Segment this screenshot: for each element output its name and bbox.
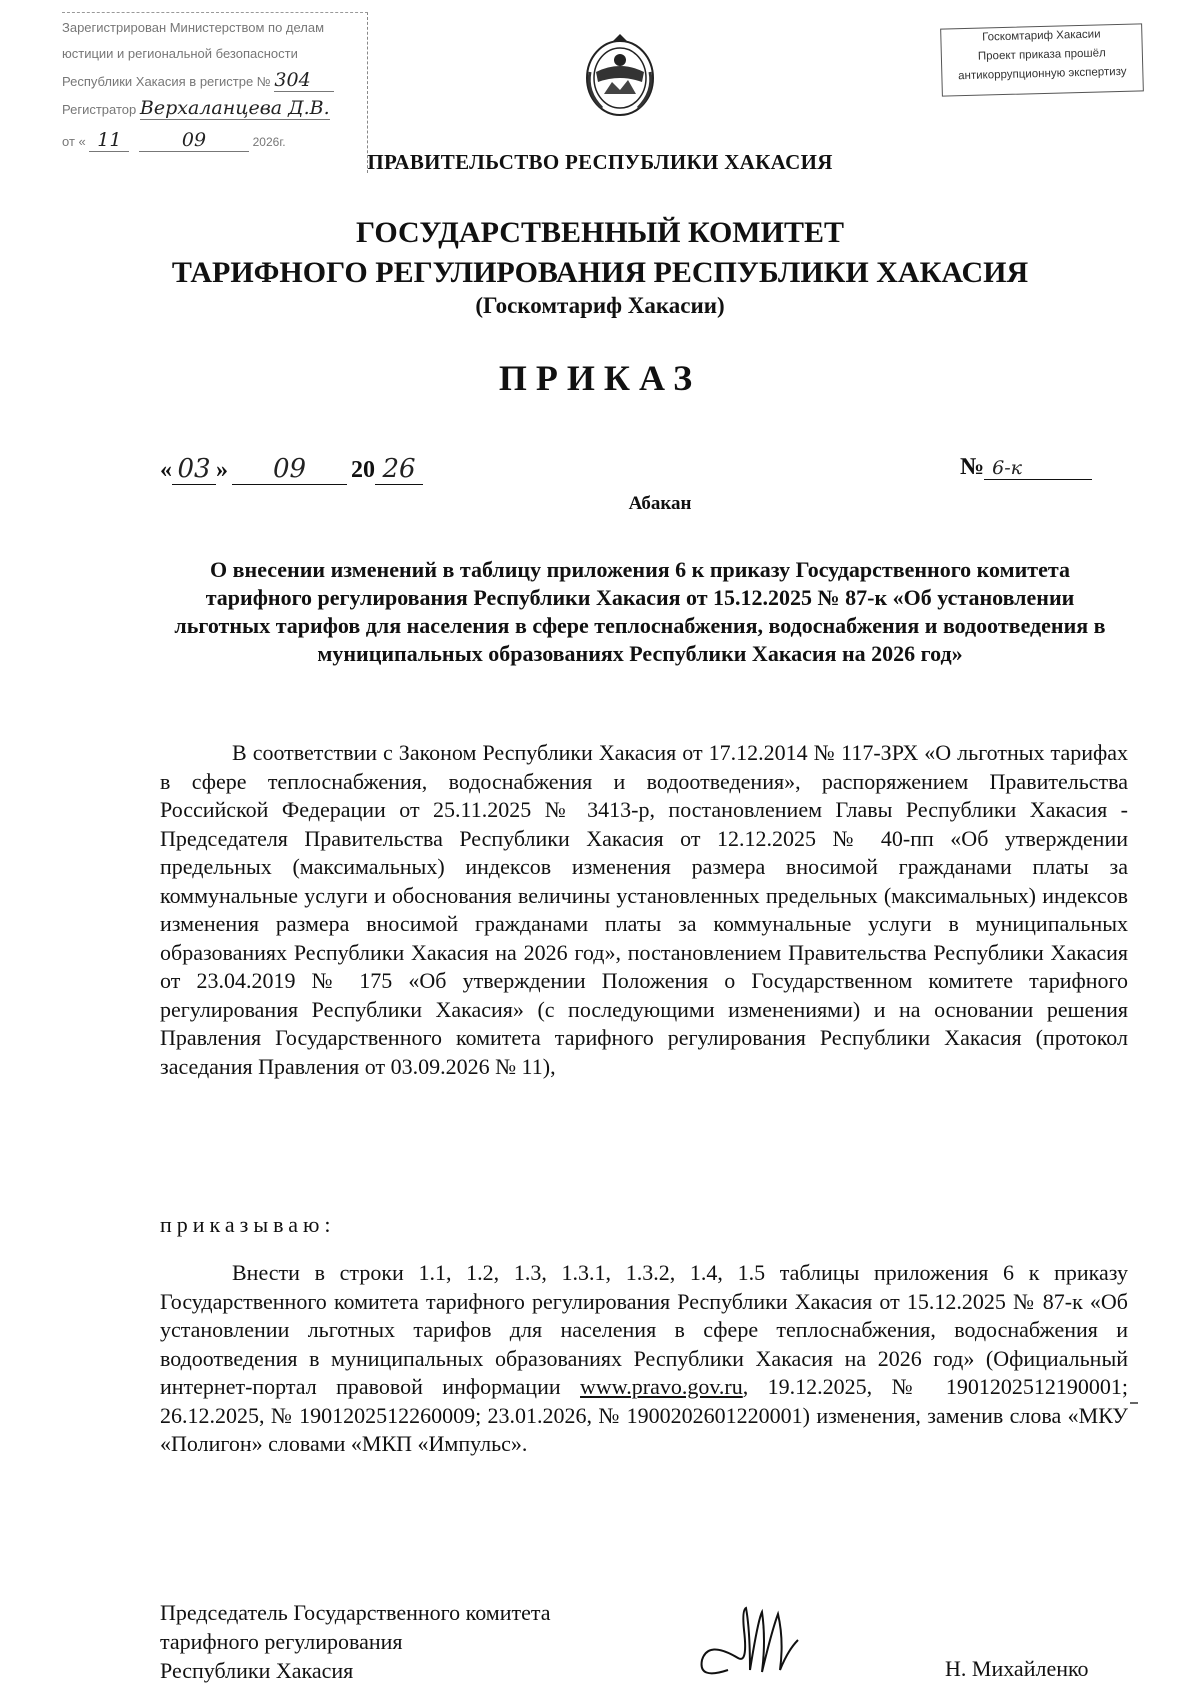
order-day: 03 xyxy=(172,454,216,485)
expertise-stamp xyxy=(940,23,1144,96)
signer-position-line2: тарифного регулирования xyxy=(160,1629,403,1654)
order-number-label: № xyxy=(960,454,985,480)
order-word: приказываю: xyxy=(160,1212,336,1237)
date-quote-close: » xyxy=(216,457,228,483)
expertise-line2: Проект приказа прошёл xyxy=(977,47,1106,63)
committee-heading-line2: ТАРИФНОГО РЕГУЛИРОВАНИЯ РЕСПУБЛИКИ ХАКАСИЯ xyxy=(171,256,1029,289)
order-number xyxy=(960,454,1092,481)
reg-stamp-line3-prefix: Республики Хакасия в регистре № xyxy=(62,74,271,89)
pravo-link[interactable]: www.pravo.gov.ru xyxy=(580,1374,743,1399)
reg-date-prefix: от « xyxy=(62,134,86,149)
registration-stamp xyxy=(62,12,368,173)
reg-stamp-line4-prefix: Регистратор xyxy=(62,102,137,117)
expertise-line3: антикоррупционную экспертизу xyxy=(958,65,1127,83)
signer-position-line3: Республики Хакасия xyxy=(160,1658,354,1683)
reg-stamp-line2: юстиции и региональной безопасности xyxy=(62,46,298,61)
date-quote-open: « xyxy=(160,457,172,483)
order-subject: О внесении изменений в таблицу приложения 6 к приказу Государственного комитета тарифного регулирования Республики Хакасия от 15.12.2025 № 87-к «Об установлении льготных тарифов для населения в сфере теплоснабжения, водоснабжения и водоотведения в муниципальных образованиях Республики Хакасия на 2026 год» xyxy=(174,557,1106,666)
reg-date-month: 09 xyxy=(139,129,249,152)
reg-date-year: 2026г. xyxy=(252,135,286,149)
order-month: 09 xyxy=(232,454,347,485)
coat-of-arms-emblem-icon xyxy=(582,32,658,118)
signer-name: Н. Михайленко xyxy=(945,1656,1089,1681)
reg-stamp-line4 xyxy=(62,97,330,121)
committee-heading xyxy=(0,213,1200,293)
reg-date-day: 11 xyxy=(89,129,129,152)
handwritten-signature-icon xyxy=(688,1600,818,1690)
expertise-line1: Госкомтариф Хакасии xyxy=(982,28,1101,44)
preamble-paragraph: В соответствии с Законом Республики Хакасия от 17.12.2014 № 117-ЗРХ «О льготных тарифах в сфере теплоснабжения, водоснабжения и водоотведения», распоряжением Правительства Российской Федерации от 25.11.2025 № 3413-р, постановлением Главы Республики Хакасия - Председателя Правительства Республики Хакасия от 12.12.2025 № 40-пп «Об утверждении предельных (максимальных) индексов изменения размера вносимой гражданами платы за коммунальные услуги и обоснования величины установленных предельных (максимальных) индексов изменения размера вносимой гражданами платы за коммунальные услуги в муниципальных образованиях Республики Хакасия на 2026 год», постановлением Правительства Республики Хакасия от 23.04.2019 № 175 «Об утверждении Положения о Государственном комитете тарифного регулирования Республики Хакасия» (с последующими изменениями) и на основании решения Правления Государственного комитета тарифного регулирования Республики Хакасия (протокол заседания Правления от 03.09.2026 № 11), xyxy=(160,740,1128,1079)
committee-heading-line1: ГОСУДАРСТВЕННЫЙ КОМИТЕТ xyxy=(356,216,844,249)
operative-text-start: Внести в строки 1.1, 1.2, 1.3, 1.3.1, 1.3.2, 1.4, 1.5 таблицы приложения 6 к приказу Государственного комитета тарифного регулирования Республики Хакасия от 15.12.2025 № 87-к «Об установлении льготных тарифов для населения в сфере теплоснабжения, водоснабжения и водоотведения в муниципальных образованиях Республики Хакасия на 2026 год» (Официальный интернет-портал правовой информации xyxy=(160,1260,1128,1399)
reg-number: 304 xyxy=(274,69,334,92)
government-heading: ПРАВИТЕЛЬСТВО РЕСПУБЛИКИ ХАКАСИЯ xyxy=(367,150,833,174)
order-date xyxy=(160,454,423,485)
signer-position-line1: Председатель Государственного комитета xyxy=(160,1600,551,1625)
operative-text-end: , 19.12.2025, № 1901202512190001; 26.12.2025, № 1901202512260009; 23.01.2026, № 1900202601220001) изменения, заменив слова «МКУ «Полигон» словами «МКП «Импульс». xyxy=(160,1374,1128,1456)
reg-stamp-line3 xyxy=(62,69,334,93)
signer-position xyxy=(160,1598,551,1685)
registrar-name: Верхаланцева Д.В. xyxy=(139,97,330,119)
order-year-suffix: 26 xyxy=(375,454,423,485)
margin-mark xyxy=(1130,1402,1138,1404)
operative-paragraph xyxy=(160,1259,1128,1459)
order-number-value: 6-к xyxy=(984,457,1092,480)
order-city: Абакан xyxy=(628,493,692,514)
committee-short-name: (Госкомтариф Хакасии) xyxy=(475,293,725,318)
order-year-prefix: 20 xyxy=(351,457,375,483)
document-type-title: ПРИКАЗ xyxy=(498,358,702,398)
reg-stamp-line1: Зарегистрирован Министерством по делам xyxy=(62,20,325,35)
